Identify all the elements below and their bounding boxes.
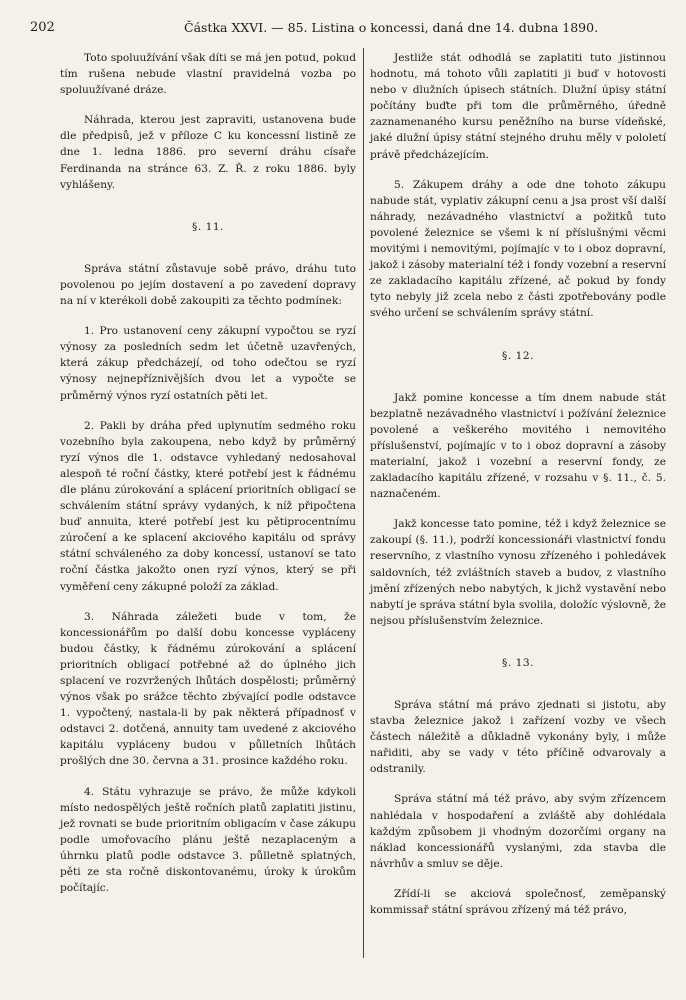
paragraph: Toto spoluužívání však díti se má jen potud, pokud tím rušena nebude vlastní pravidelná vozba po spoluužívané dráze. [60,52,356,97]
paragraph: Jestliže stát odhodlá se zaplatiti tuto jistinnou hodnotu, má tohoto vůli zaplatiti ji buď v hotovosti nebo v dlužních úpisech státních. Dlužní úpisy státní počítány buďte při tom dle průměrného, úředně zaznamenaného kursu peněžního na burse vídeňské, jaké dlužní úpisy státní stejného druhu měly v pololetí právě předcházejícím. [370,52,666,161]
paragraph: Jakž koncesse tato pomine, též i když železnice se zakoupí (§. 11.), podrží koncessionáři vlastnictví fondu reservního, z vlastního vynosu zřízeného i pohledávek saldovních, též zvláštních staveb a budov, z vlastního jmění zřízených nebo nabytých, k jichž vystavění nebo nabytí je správa státní byla svolila, doložíc výslovně, že nejsou příslušenstvím železnice. [370,518,666,627]
page-header [30,18,666,38]
paragraph: Správa státní má právo zjednati si jistotu, aby stavba železnice jakož i zařízení vozby ve všech částech náležitě a důkladně vykonány byly, i může nařiditi, aby se vady v této příčině odvarovaly a odstranily. [370,699,666,776]
paragraph: Náhrada, kterou jest zapraviti, ustanovena bude dle předpisů, jež v příloze C ku koncessní listině ze dne 1. ledna 1886. pro severní dráhu císaře Ferdinanda na stránce 63. Z. Ř. z roku 1886. byly vyhlášeny. [60,114,356,191]
paragraph: 1. Pro ustanovení ceny zákupní vypočtou se ryzí výnosy za posledních sedm let účetně uzavřených, která zákup předcházejí, od toho odečtou se ryzí výnosy nejnepříznivějších dvou let a vypočte se průměrný výnos ryzí ostatních pěti let. [60,325,356,402]
page-number: 202 [30,20,55,35]
paragraph: 3. Náhrada záležeti bude v tom, že koncessionářům po další dobu koncesse vypláceny budou částky, k řádnému zúrokování a splácení prioritních obligací potřebné až do úplného jich splacení ve rozvržených lhůtách dospělosti; průměrný výnos však po srážce těchto zbývající podle odstavce 1. vypočtený, nastala-li by pak některá případnosť v odstavci 2. dotčená, annuity tam uvedené z akciového kapitálu vypláceny budou v půlletních lhůtách prošlých dne 30. června a 31. prosince každého roku. [60,610,356,768]
paragraph: Správa státní zůstavuje sobě právo, dráhu tuto povolenou po jejím dostavení a po zavedení dopravy na ní v kterékoli době zakoupiti za těchto podmínek: [60,262,356,308]
section-heading: §. 13. [502,656,534,669]
right-column [370,50,666,918]
left-column [60,50,356,896]
column-divider [363,48,364,958]
paragraph: 2. Pakli by dráha před uplynutím sedmého roku vozebního byla zakoupena, nebo když by průměrný ryzí výnos dle 1. odstavce vyhledaný nedosahoval alespoň té roční částky, které potřebí jest k řádnému dle plánu zúrokování a splácení prioritních obligací se schválením státní správy vydaných, k níž připočtena buď annuita, které potřebí jest ku pětiprocentnímu zúročení a ke splacení akciového kapitálu od správy státní schváleného za doby koncessí, ustanoví se tato roční částka jakožto onen ryzí výnos, který se při vyměření ceny zákupné položí za základ. [60,419,356,593]
paragraph: Správa státní má též právo, aby svým zřízencem nahlédala v hospodaření a zvláště aby dohlédala každým způsobem ji vhodným dozorčími organy na náklad koncessionářů vyslanými, zda stavba dle návrhův a smluv se děje. [370,793,666,870]
section-heading: §. 11. [192,220,224,233]
section-heading: §. 12. [502,349,534,362]
paragraph: 5. Zákupem dráhy a ode dne tohoto zákupu nabude stát, vyplativ zákupní cenu a jsa prost vší další náhrady, nezávadného vlastnictví a požitků tuto povolené železnice se všemi k ní příslušnými věcmi movitými i nemovitými, pojímajíc v to i oboz dopravní, jakož i zásoby materialní též i fondy vozební a reservní ze zakladacího kapitálu zřízené, ač pokud by fondy tyto nebyly již zcela nebo z části zpotřebovány podle svého určení se schválením správy státní. [370,178,666,320]
paragraph: Zřídí-li se akciová společnosť, zeměpanský kommissař státní správou zřízený má též právo, [370,887,666,917]
paragraph: 4. Státu vyhrazuje se právo, že může kdykoli místo nedospělých ještě ročních platů zaplatiti jistinu, jež rovnati se bude prioritním obligacím v čase zákupu podle umořovacího plánu ještě nezaplaceným a úhrnku platů podle odstavce 3. půlletně splatných, pěti ze sta ročně diskontovanému, úroky k úrokům počítajíc. [60,785,356,895]
paragraph: Jakž pomine koncesse a tím dnem nabude stát bezplatně nezávadného vlastnictví i požívání železnice povolené a veškerého movitého i nemovitého příslušenství, pojímajíc v to i oboz dopravní a zásoby materialní, jakož i vozební a reservní fondy, ze zakladacího kapitálu zřízené, v rozsahu v §. 11., č. 5. naznačeném. [370,391,666,501]
running-title: Částka XXVI. — 85. Listina o koncessi, daná dne 14. dubna 1890. [184,20,599,35]
